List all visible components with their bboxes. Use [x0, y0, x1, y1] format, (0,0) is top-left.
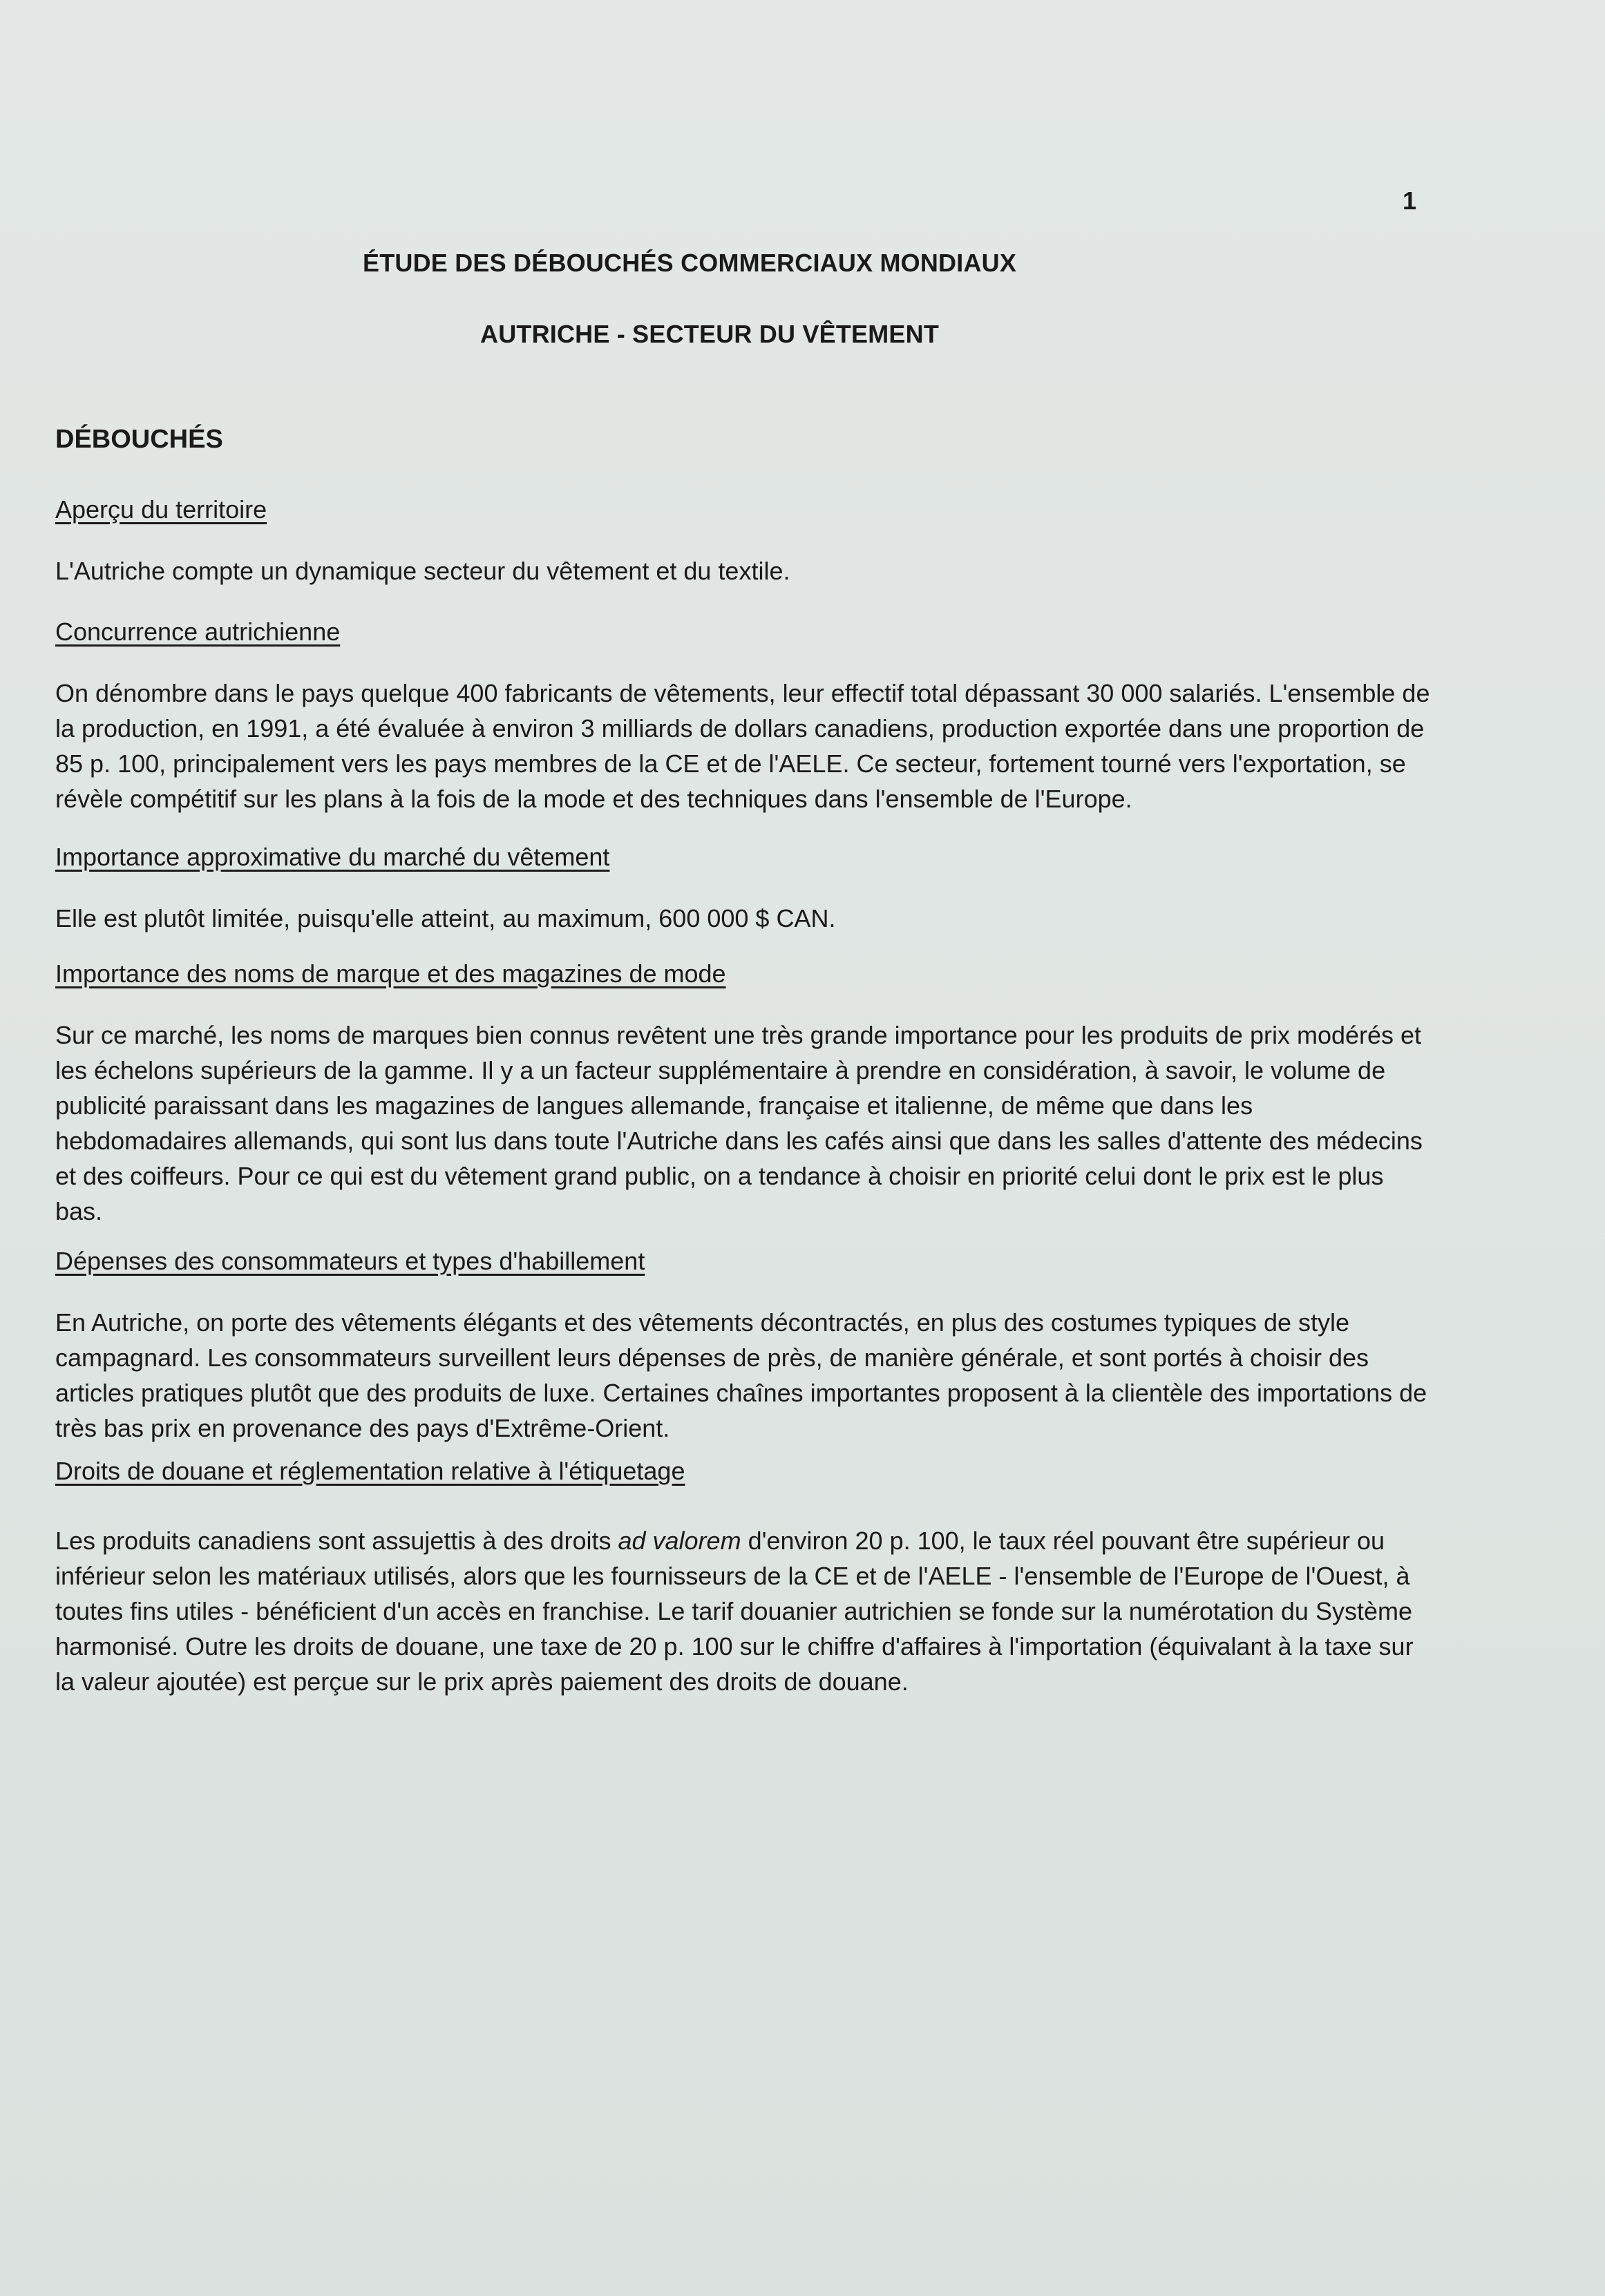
paragraph: En Autriche, on porte des vêtements élégants et des vêtements décontractés, en plus des costumes typiques de style campagnard. Les consommateurs surveillent leurs dépenses de près, de manière générale, et sont portés à choisir des articles pratiques plutôt que des produits de luxe. Certaines chaînes importantes proposent à la clientèle des importations de très bas prix en provenance des pays d'Extrême-Orient. — [55, 1308, 1427, 1442]
page-number: 1 — [1403, 186, 1417, 215]
section-depenses — [55, 1245, 1430, 1446]
paragraph — [55, 1523, 1430, 1699]
section-noms-marque — [55, 958, 1430, 1229]
paragraph-italic-text: ad valorem — [618, 1527, 741, 1555]
document-subtitle: AUTRICHE - SECTEUR DU VÊTEMENT — [480, 320, 940, 348]
subsection-heading: Aperçu du territoire — [55, 495, 267, 524]
section-concurrence — [55, 616, 1430, 816]
subsection-heading: Dépenses des consommateurs et types d'habillement — [55, 1247, 645, 1275]
paragraph: L'Autriche compte un dynamique secteur du vêtement et du textile. — [55, 557, 790, 585]
subsection-heading: Importance approximative du marché du vêtement — [55, 843, 610, 871]
subsection-heading: Concurrence autrichienne — [55, 618, 341, 646]
section-importance-marche — [55, 841, 1430, 936]
paragraph: On dénombre dans le pays quelque 400 fabricants de vêtements, leur effectif total dépassant 30 000 salariés. L'ensemble de la production, en 1991, a été évaluée à environ 3 milliards de dollars canadiens, production exportée dans une proportion de 85 p. 100, principalement vers les pays membres de la CE et de l'AELE. Ce secteur, fortement tourné vers l'exportation, se révèle compétitif sur les plans à la fois de la mode et des techniques dans l'ensemble de l'Europe. — [55, 679, 1430, 813]
subsection-heading: Importance des noms de marque et des magazines de mode — [55, 959, 726, 988]
document-title: ÉTUDE DES DÉBOUCHÉS COMMERCIAUX MONDIAUX — [363, 249, 1017, 277]
paragraph: Elle est plutôt limitée, puisqu'elle atteint, au maximum, 600 000 $ CAN. — [55, 904, 836, 932]
subsection-heading: Droits de douane et réglementation relative à l'étiquetage — [55, 1457, 685, 1485]
paragraph-text: d'environ 20 p. 100, le taux réel pouvant être supérieur ou inférieur selon les matériaux utilisés, alors que les fournisseurs de la CE et de l'AELE - l'ensemble de l'Europe de l'Ouest, à toutes fins utiles - bénéficient d'un accès en franchise. Le tarif douanier autrichien se fonde sur la numérotation du Système harmonisé. Outre les droits de douane, une taxe de 20 p. 100 sur le chiffre d'affaires à l'importation (équivalant à la taxe sur la valeur ajoutée) est perçue sur le prix après paiement des droits de douane. — [55, 1527, 1414, 1696]
section-heading: DÉBOUCHÉS — [55, 425, 223, 454]
section-apercu — [55, 494, 1430, 589]
document-body — [55, 494, 1430, 1719]
paragraph: Sur ce marché, les noms de marques bien connus revêtent une très grande importance pour les produits de prix modérés et les échelons supérieurs de la gamme. Il y a un facteur supplémentaire à prendre en considération, à savoir, le volume de publicité paraissant dans les magazines de langues allemande, française et italienne, de même que dans les hebdomadaires allemands, qui sont lus dans toute l'Autriche dans les cafés ainsi que dans les salles d'attente des médecins et des coiffeurs. Pour ce qui est du vêtement grand public, on a tendance à choisir en priorité celui dont le prix est le plus bas. — [55, 1021, 1423, 1225]
paragraph-text: Les produits canadiens sont assujettis à des droits — [55, 1527, 618, 1555]
section-droits-douane — [55, 1455, 1430, 1699]
